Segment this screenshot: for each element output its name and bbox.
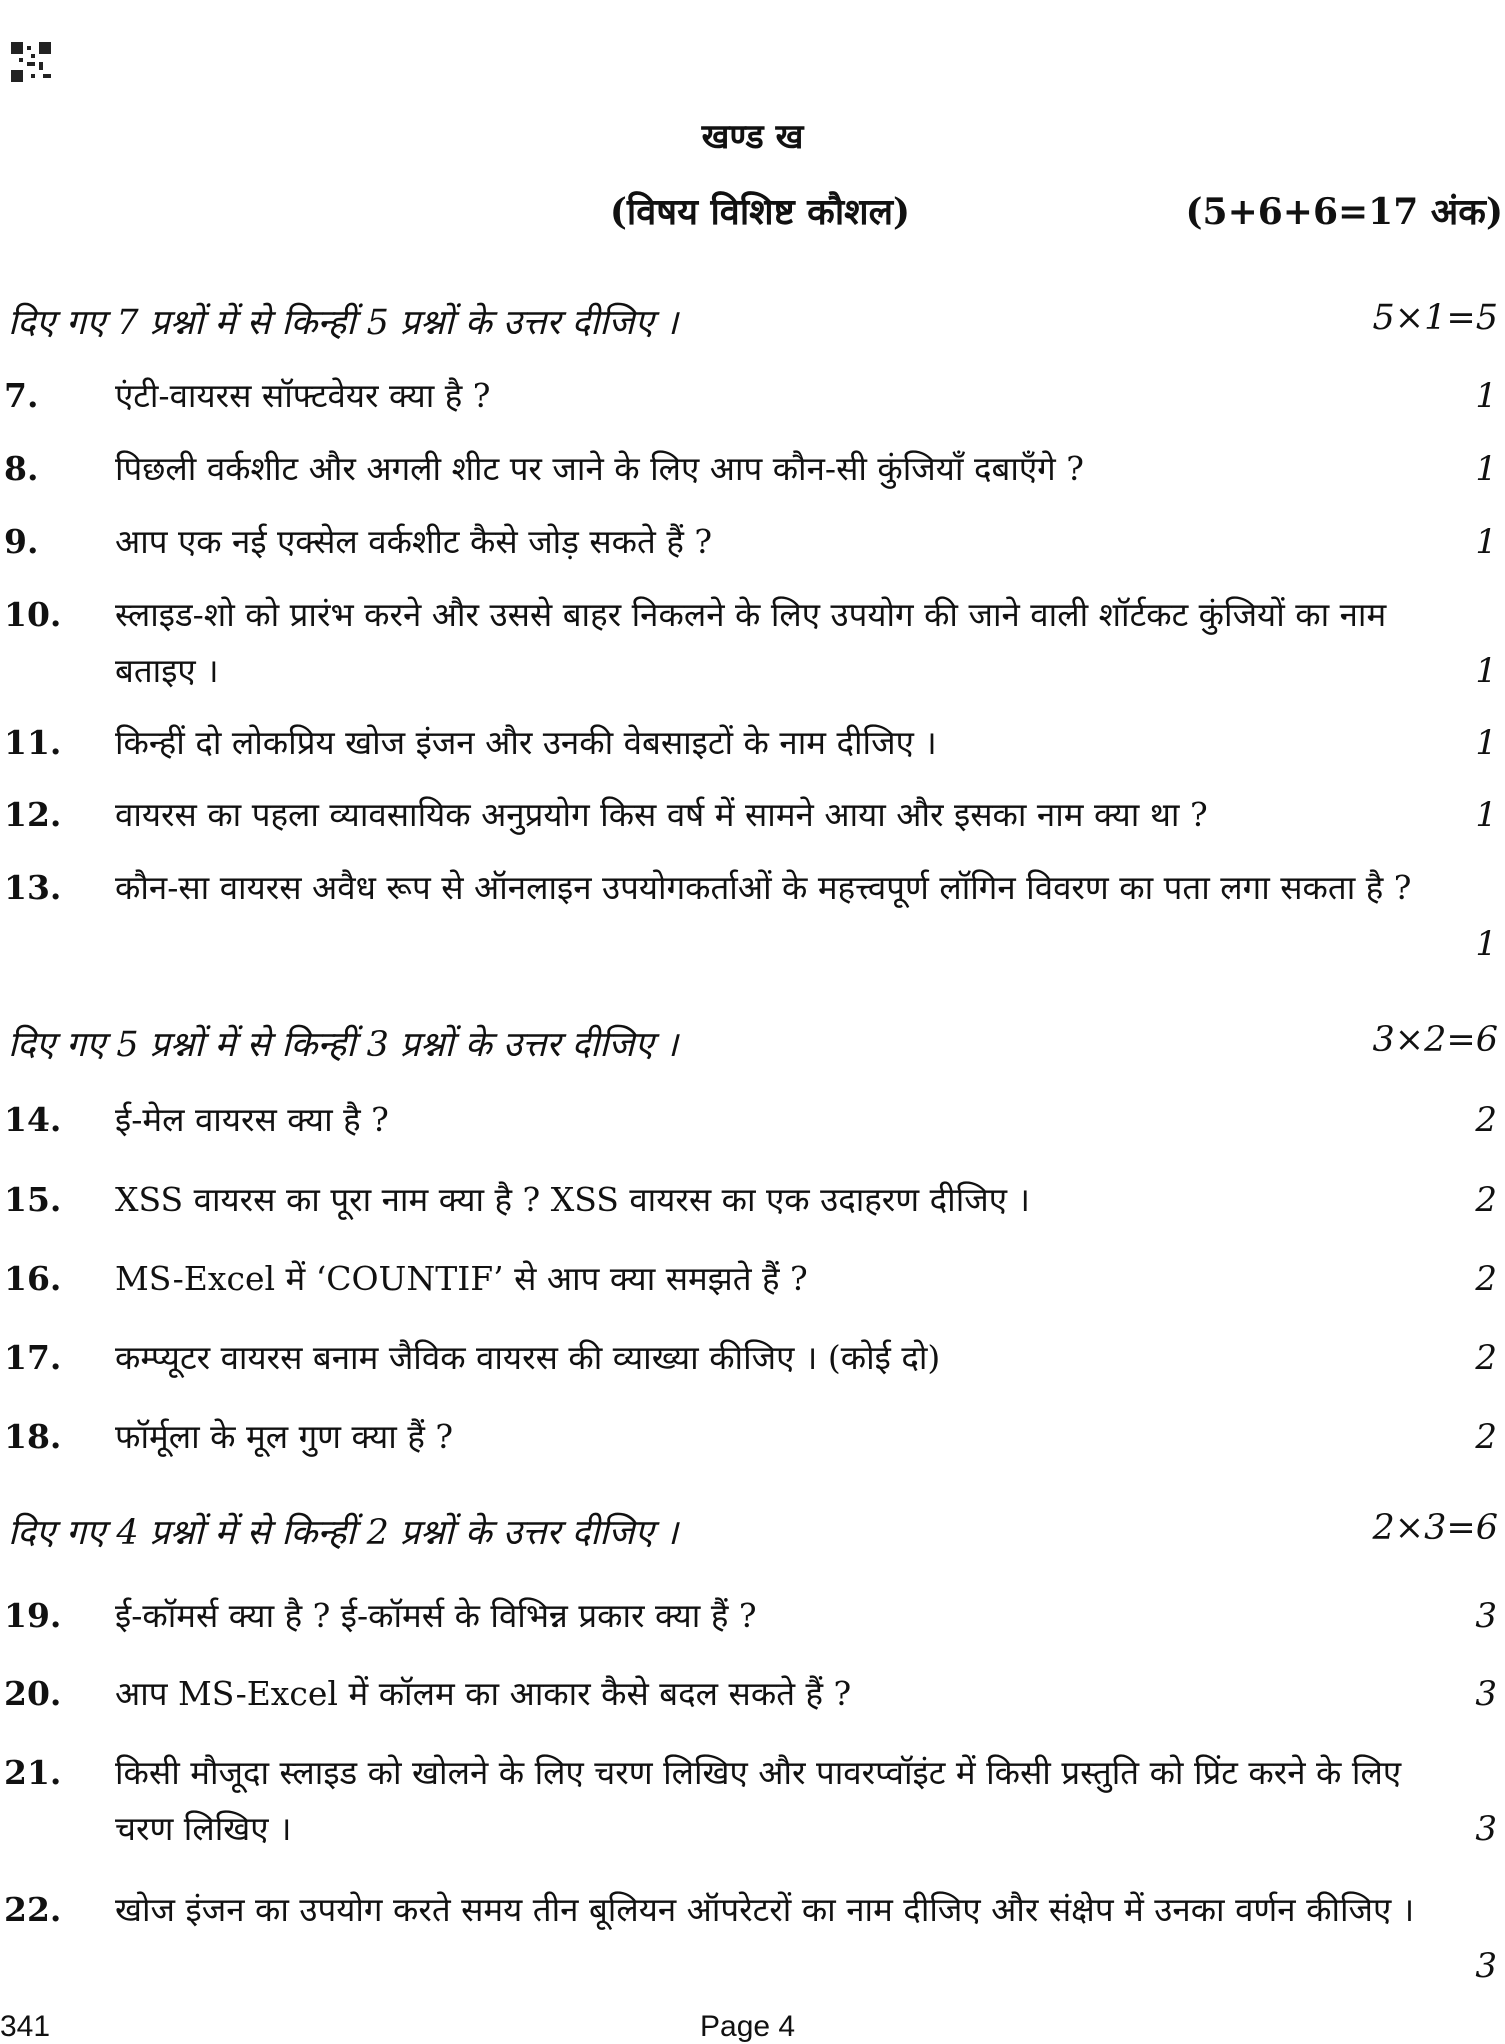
question-number: 18. bbox=[4, 1417, 62, 1456]
question-text: आप एक नई एक्सेल वर्कशीट कैसे जोड़ सकते हैं ? bbox=[115, 522, 713, 561]
question-text: ई-कॉमर्स क्या है ? ई-कॉमर्स के विभिन्न प्रकार क्या हैं ? bbox=[115, 1596, 757, 1635]
question-marks: 3 bbox=[1475, 1674, 1497, 1714]
question-text: आप MS-Excel में कॉलम का आकार कैसे बदल सकते हैं ? bbox=[115, 1674, 852, 1713]
question-number: 20. bbox=[4, 1674, 62, 1713]
question-number: 11. bbox=[4, 723, 62, 762]
question-marks: 1 bbox=[1475, 376, 1497, 416]
question-text: स्लाइड-शो को प्रारंभ करने और उससे बाहर निकलने के लिए उपयोग की जाने वाली शॉर्टकट कुंजियों का नाम बताइए । bbox=[115, 595, 1387, 690]
section-title: खण्ड ख bbox=[701, 117, 804, 157]
question-text: कम्प्यूटर वायरस बनाम जैविक वायरस की व्याख्या कीजिए । (कोई दो) bbox=[115, 1338, 941, 1377]
group-instruction bbox=[8, 1020, 1498, 1070]
question-text: किसी मौजूदा स्लाइड को खोलने के लिए चरण लिखिए और पावरप्वॉइंट में किसी प्रस्तुति को प्रिंट करने के लिए चरण लिखिए । bbox=[115, 1753, 1402, 1848]
question-marks: 3 bbox=[1475, 1946, 1497, 1986]
question-marks: 1 bbox=[1475, 924, 1497, 964]
question-text: फॉर्मूला के मूल गुण क्या हैं ? bbox=[115, 1417, 454, 1456]
question-text: कौन-सा वायरस अवैध रूप से ऑनलाइन उपयोगकर्ताओं के महत्त्वपूर्ण लॉगिन विवरण का पता लगा सकता है ? bbox=[115, 868, 1412, 907]
question-number: 22. bbox=[4, 1890, 62, 1929]
question-number: 13. bbox=[4, 868, 62, 907]
section-total-marks: (5+6+6=17 अंक) bbox=[1185, 191, 1503, 233]
question-number: 14. bbox=[4, 1100, 62, 1139]
question-marks: 1 bbox=[1475, 795, 1497, 835]
question-marks: 1 bbox=[1475, 651, 1497, 691]
question-number: 10. bbox=[4, 595, 62, 634]
group-marks: 3×2=6 bbox=[1372, 1020, 1498, 1060]
group-marks: 2×3=6 bbox=[1372, 1508, 1498, 1548]
question-text: किन्हीं दो लोकप्रिय खोज इंजन और उनकी वेबसाइटों के नाम दीजिए । bbox=[115, 723, 937, 762]
instruction-text: दिए गए 5 प्रश्नों में से किन्हीं 3 प्रश्नों के उत्तर दीजिए । bbox=[8, 1025, 679, 1065]
page-number: Page 4 bbox=[700, 2010, 796, 2043]
question-number: 15. bbox=[4, 1180, 62, 1219]
instruction-text: दिए गए 7 प्रश्नों में से किन्हीं 5 प्रश्नों के उत्तर दीजिए । bbox=[8, 303, 679, 343]
question-marks: 3 bbox=[1475, 1596, 1497, 1636]
question-text: ई-मेल वायरस क्या है ? bbox=[115, 1100, 389, 1139]
question-marks: 1 bbox=[1475, 449, 1497, 489]
question-text: खोज इंजन का उपयोग करते समय तीन बूलियन ऑपरेटरों का नाम दीजिए और संक्षेप में उनका वर्णन कीजिए । bbox=[115, 1890, 1415, 1929]
page-footer bbox=[0, 2010, 1505, 2043]
question-number: 12. bbox=[4, 795, 62, 834]
question-marks: 1 bbox=[1475, 723, 1497, 763]
group-marks: 5×1=5 bbox=[1372, 298, 1498, 338]
paper-code: 341 bbox=[0, 2010, 51, 2043]
question-marks: 2 bbox=[1475, 1180, 1497, 1220]
group-instruction bbox=[8, 1508, 1498, 1558]
question-text: एंटी-वायरस सॉफ्टवेयर क्या है ? bbox=[115, 376, 491, 415]
question-marks: 2 bbox=[1475, 1338, 1497, 1378]
question-text: MS-Excel में ‘COUNTIF’ से आप क्या समझते हैं ? bbox=[115, 1259, 808, 1298]
question-number: 8. bbox=[4, 449, 39, 488]
question-number: 9. bbox=[4, 522, 39, 561]
question-text: वायरस का पहला व्यावसायिक अनुप्रयोग किस वर्ष में सामने आया और इसका नाम क्या था ? bbox=[115, 795, 1208, 834]
question-number: 17. bbox=[4, 1338, 62, 1377]
question-marks: 1 bbox=[1475, 522, 1497, 562]
question-number: 7. bbox=[4, 376, 39, 415]
question-marks: 2 bbox=[1475, 1100, 1497, 1140]
question-text: पिछली वर्कशीट और अगली शीट पर जाने के लिए आप कौन-सी कुंजियाँ दबाएँगे ? bbox=[115, 449, 1084, 488]
question-number: 19. bbox=[4, 1596, 62, 1635]
qr-code-icon bbox=[11, 42, 51, 82]
question-text: XSS वायरस का पूरा नाम क्या है ? XSS वायरस का एक उदाहरण दीजिए । bbox=[115, 1180, 1030, 1219]
group-instruction bbox=[8, 298, 1498, 348]
question-number: 16. bbox=[4, 1259, 62, 1298]
question-marks: 2 bbox=[1475, 1259, 1497, 1299]
instruction-text: दिए गए 4 प्रश्नों में से किन्हीं 2 प्रश्नों के उत्तर दीजिए । bbox=[8, 1513, 679, 1553]
question-marks: 2 bbox=[1475, 1417, 1497, 1457]
question-marks: 3 bbox=[1475, 1809, 1497, 1849]
section-subtitle: (विषय विशिष्ट कौशल) bbox=[609, 191, 911, 233]
question-number: 21. bbox=[4, 1753, 62, 1792]
